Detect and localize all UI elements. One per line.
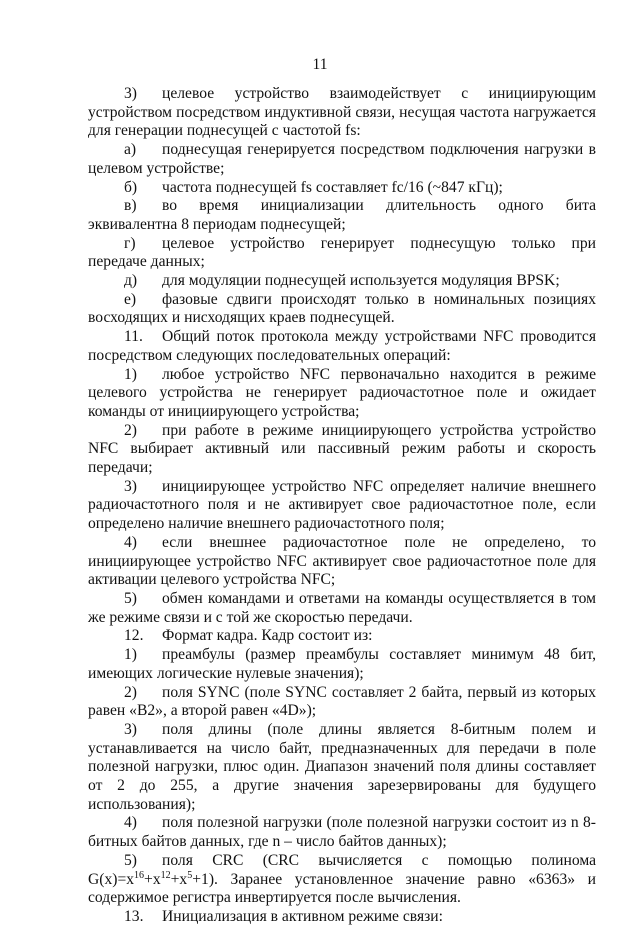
item-label: г) xyxy=(124,234,136,252)
item-text: поля длины (поле длины является 8-битным полем и устанавливается на число байт, предназначенных для передачи в поле полезной нагрузки, плюс один. Диапазон значений поля длины составляет от 2 до 255, а другие значения зарезервированы для будущего использования); xyxy=(88,720,596,813)
paragraph xyxy=(88,721,596,815)
item-text: фазовые сдвиги происходят только в номинальных позициях восходящих и нисходящих краев поднесущей. xyxy=(88,290,596,327)
paragraph xyxy=(88,272,596,291)
item-text: любое устройство NFC первоначально находится в режиме целевого устройства не генерирует радиочастотное поле и ожидает команды от инициирующего устройства; xyxy=(88,365,596,420)
item-label: 13. xyxy=(124,907,144,925)
item-label: 4) xyxy=(124,533,137,551)
item-text: Общий поток протокола между устройствами NFC проводится посредством следующих последовательных операций: xyxy=(88,328,596,364)
item-label: 1) xyxy=(124,365,137,383)
item-label: 2) xyxy=(124,683,137,701)
item-label: 3) xyxy=(124,720,137,738)
document-body xyxy=(88,85,596,927)
item-text: целевое устройство генерирует поднесущую только при передаче данных; xyxy=(88,234,596,271)
paragraph xyxy=(88,478,596,534)
item-text: инициирующее устройство NFC определяет наличие внешнего радиочастотного поля и не активирует свое радиочастотное поле, если определено наличие внешнего радиочастотного поля; xyxy=(88,477,596,533)
paragraph xyxy=(88,235,596,272)
item-label: 3) xyxy=(124,85,137,102)
item-label: 2) xyxy=(124,421,137,439)
item-text: во время инициализации длительность одного бита эквивалентна 8 периодам поднесущей; xyxy=(88,197,596,233)
paragraph xyxy=(88,366,596,422)
item-label: д) xyxy=(124,272,138,290)
exponent: 12 xyxy=(160,869,171,881)
paragraph xyxy=(88,590,596,627)
paragraph xyxy=(88,814,596,851)
paragraph xyxy=(88,684,596,721)
exponent: 16 xyxy=(134,869,145,881)
item-text: +x xyxy=(144,870,161,888)
item-label: 5) xyxy=(124,589,137,607)
paragraph xyxy=(88,534,596,590)
paragraph xyxy=(88,291,596,328)
item-text: целевое устройство взаимодействует с инициирующим устройством посредством индуктивной связи, несущая частота нагружается для генерации поднесущей с частотой fs: xyxy=(88,85,596,140)
item-label: б) xyxy=(124,178,138,196)
item-text: поля CRC (CRC вычисляется с помощью полинома G(x)=x xyxy=(88,851,596,888)
item-label: 11. xyxy=(124,328,143,346)
crc-paragraph xyxy=(88,852,596,908)
item-label: 3) xyxy=(124,477,137,495)
item-text: частота поднесущей fs составляет fc/16 (~847 кГц); xyxy=(162,178,503,196)
page-number: 11 xyxy=(312,56,328,73)
paragraph xyxy=(88,179,596,198)
paragraph xyxy=(88,627,596,646)
exponent: 5 xyxy=(187,869,193,881)
item-text: +1). Заранее установленное значение равно «6363» и содержимое регистра инвертируется после вычисления. xyxy=(88,870,596,907)
item-text: Инициализация в активном режиме связи: xyxy=(162,907,443,925)
paragraph xyxy=(88,422,596,478)
item-label: 12. xyxy=(124,627,144,645)
paragraph xyxy=(88,908,596,927)
item-text: +x xyxy=(170,870,188,888)
paragraph xyxy=(88,85,596,141)
paragraph xyxy=(88,646,596,683)
paragraph xyxy=(88,197,596,234)
item-text: поднесущая генерируется посредством подключения нагрузки в целевом устройстве; xyxy=(88,141,596,177)
item-label: в) xyxy=(124,197,137,215)
item-text: для модуляции поднесущей используется модуляция BPSK; xyxy=(162,272,560,290)
item-text: при работе в режиме инициирующего устройства устройство NFC выбирает активный или пассивный режим работы и скорость передачи; xyxy=(88,421,596,477)
item-text: поля полезной нагрузки (поле полезной нагрузки состоит из n 8-битных байтов данных, где n – число байтов данных); xyxy=(88,814,596,851)
paragraph xyxy=(88,328,596,365)
item-label: е) xyxy=(124,290,137,308)
item-text: преамбулы (размер преамбулы составляет минимум 48 бит, имеющих логические нулевые значения); xyxy=(88,646,596,682)
item-label: 5) xyxy=(124,851,137,869)
item-label: 4) xyxy=(124,814,137,832)
item-text: поля SYNC (поле SYNC составляет 2 байта, первый из которых равен «B2», а второй равен «4D»); xyxy=(88,683,596,720)
paragraph xyxy=(88,141,596,178)
item-label: 1) xyxy=(124,646,137,664)
item-text: если внешнее радиочастотное поле не определено, то инициирующее устройство NFC активирует свое радиочастотное поле для активации целевого устройства NFC; xyxy=(88,533,596,589)
item-text: обмен командами и ответами на команды осуществляется в том же режиме связи и с той же скоростью передачи. xyxy=(88,589,596,626)
item-label: а) xyxy=(124,141,137,159)
item-text: Формат кадра. Кадр состоит из: xyxy=(162,627,373,645)
